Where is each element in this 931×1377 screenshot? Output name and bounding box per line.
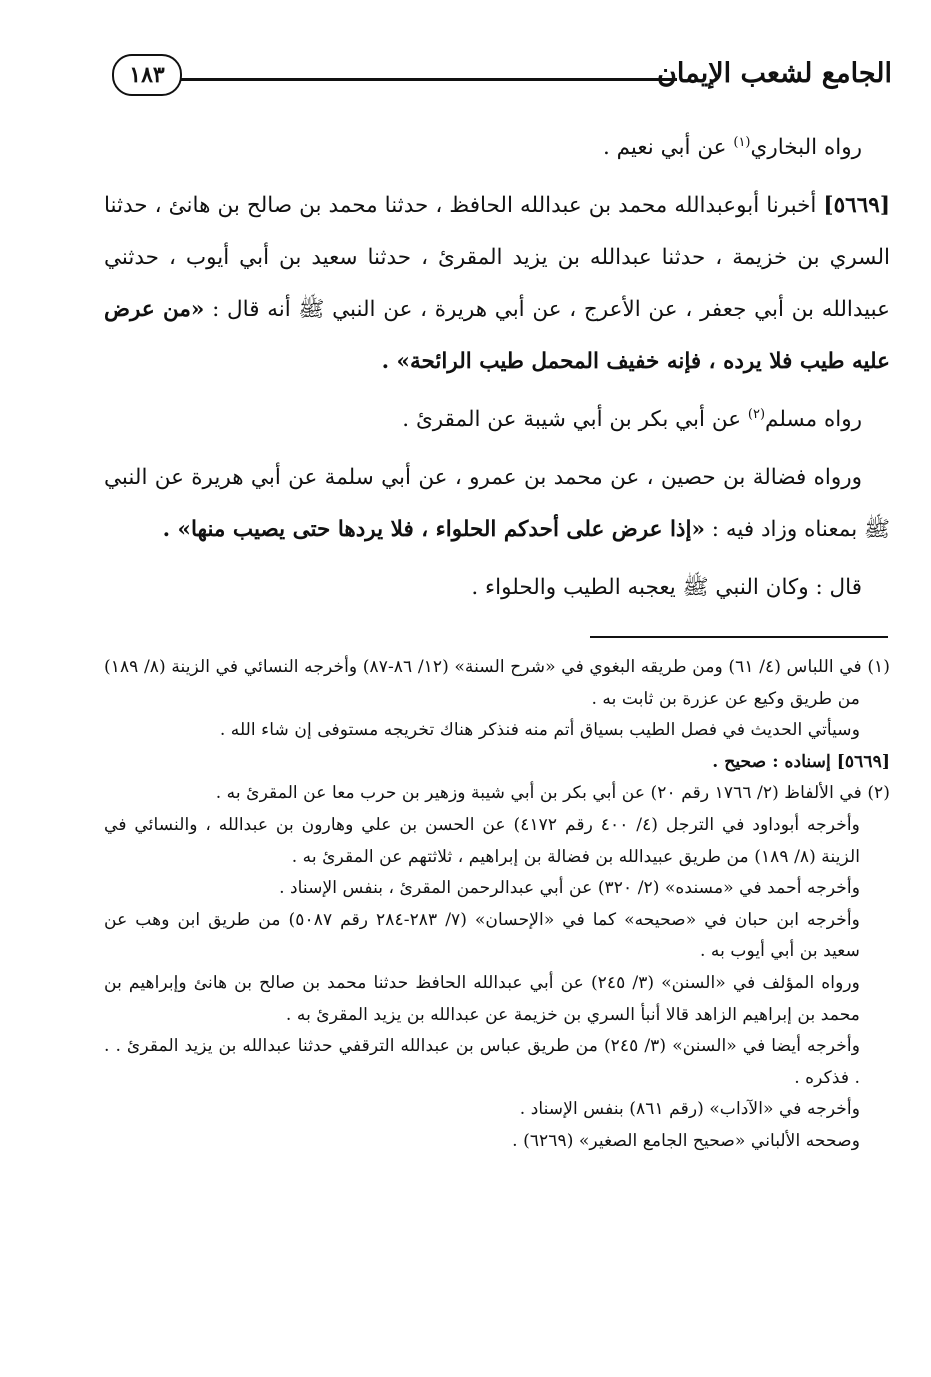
paragraph-text: رواه البخاري	[750, 135, 862, 160]
isnad-number: [٥٦٦٩]	[836, 751, 890, 772]
page-number: ١٨٣	[112, 54, 182, 96]
footnote-2-sunan-2: وأخرجه أيضا في «السنن» (٣/ ٢٤٥) من طريق عباس بن عبدالله الترقفي حدثنا عبدالله بن يزيد المقرئ . . . فذكره .	[104, 1036, 860, 1088]
paragraph-text: ورواه فضالة بن حصين ، عن محمد بن عمرو ، عن أبي سلمة عن أبي هريرة عن النبي ﷺ بمعناه وزاد فيه :	[104, 465, 890, 542]
running-title: الجامع لشعب الإيمان	[657, 58, 892, 89]
footnote-1-note: وسيأتي الحديث في فصل الطيب بسياق أتم منه فنذكر هناك تخريجه مستوفى إن شاء الله .	[219, 720, 860, 741]
hadith-number: [٥٦٦٩]	[823, 193, 890, 218]
isnad-grade	[104, 747, 890, 779]
paragraph-fudala	[104, 452, 890, 556]
footnote-2-albani: وصححه الألباني «صحيح الجامع الصغير» (٦٢٦٩) .	[512, 1130, 860, 1151]
isnad-grade-text: إسناده : صحيح .	[712, 751, 837, 772]
paragraph-bukhari	[104, 122, 890, 174]
hadith-matn-halwa: «إذا عرض على أحدكم الحلواء ، فلا يردها حتى يصيب منها» .	[162, 517, 705, 542]
footnote-ref-1[interactable]: (١)	[733, 134, 751, 150]
paragraph-text: عن أبي بكر بن أبي شيبة عن المقرئ .	[402, 407, 748, 432]
footnote-separator	[590, 636, 888, 638]
page-header	[112, 52, 892, 100]
paragraph-text: رواه مسلم	[765, 407, 862, 432]
paragraph-text: عن أبي نعيم .	[602, 135, 734, 160]
isnad-text: أخبرنا أبوعبدالله محمد بن عبدالله الحافظ ، حدثنا محمد بن صالح بن هانئ ، حدثنا السري بن خزيمة ، حدثنا عبدالله بن يزيد المقرئ ، حدثنا سعيد بن أبي أيوب ، حدثني عبيدالله بن أبي جعفر ، عن الأعرج ، عن أبي هريرة ، عن النبي ﷺ أنه قال :	[104, 193, 890, 322]
paragraph-qala: قال : وكان النبي ﷺ يعجبه الطيب والحلواء .	[471, 575, 862, 600]
footnote-2-adab: وأخرجه في «الآداب» (رقم ٨٦١) بنفس الإسناد .	[519, 1099, 860, 1120]
footnote-2-ahmad: وأخرجه أحمد في «مسنده» (٢/ ٣٢٠) عن أبي عبدالرحمن المقرئ ، بنفس الإسناد .	[279, 878, 860, 899]
footnote-2-abudawud: وأخرجه أبوداود في الترجل (٤/ ٤٠٠ رقم ٤١٧٢) عن الحسن بن علي وهارون بن عبدالله ، والنسائي في الزينة (٨/ ١٨٩) من طريق عبيدالله بن فضالة بن إبراهيم ، ثلاثتهم عن المقرئ به .	[104, 814, 860, 867]
footnote-2-sunan: ورواه المؤلف في «السنن» (٣/ ٢٤٥) عن أبي عبدالله الحافظ حدثنا محمد بن صالح بن هانئ وإبراهيم بن محمد بن إبراهيم الزاهد قالا أنبأ السري بن خزيمة عن عبدالله بن يزيد المقرئ به .	[104, 972, 860, 1025]
hadith-matn: «من عرض عليه طيب فلا يرده ، فإنه خفيف المحمل طيب الرائحة» .	[104, 297, 890, 374]
footnote-2: (٢) في الألفاظ (٢/ ١٧٦٦ رقم ٢٠) عن أبي بكر بن أبي شيبة وزهير بن حرب معا عن المقرئ به .	[215, 783, 890, 804]
header-rule	[180, 78, 677, 81]
hadith-5669	[104, 180, 890, 388]
main-text	[104, 122, 890, 614]
paragraph-muslim	[104, 394, 890, 446]
footnote-ref-2[interactable]: (٢)	[747, 406, 766, 422]
footnote-1: (١) في اللباس (٤/ ٦١) ومن طريقه البغوي في «شرح السنة» (١٢/ ٨٦-٨٧) وأخرجه النسائي في الزينة (٨/ ١٨٩) من طريق وكيع عن عزرة بن ثابت به .	[104, 657, 890, 709]
footnote-2-ibnhibban: وأخرجه ابن حبان في «صحيحه» كما في «الإحسان» (٧/ ٢٨٣-٢٨٤ رقم ٥٠٨٧) من طريق ابن وهب عن سعيد بن أبي أيوب به .	[104, 909, 860, 962]
footnotes	[104, 652, 890, 1158]
